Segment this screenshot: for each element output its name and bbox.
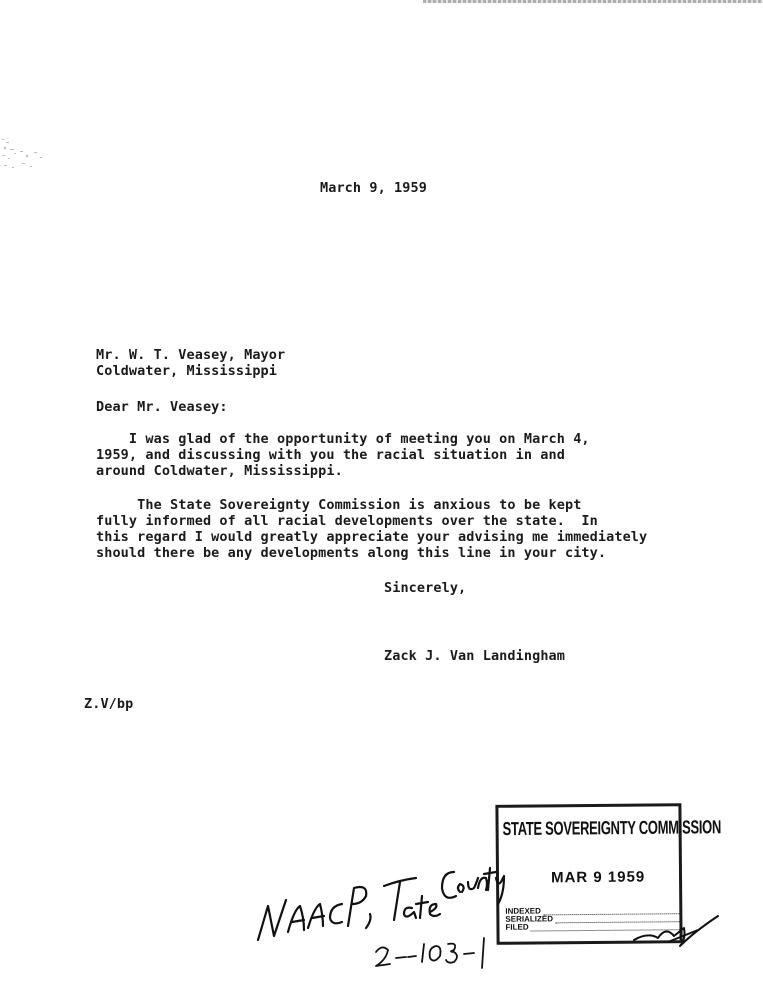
- scan-specks: [0, 125, 60, 185]
- letter-date: March 9, 1959: [320, 180, 427, 196]
- recipient-name: Mr. W. T. Veasey, Mayor: [96, 347, 286, 363]
- recipient-address: [96, 347, 285, 379]
- closing: Sincerely,: [384, 580, 467, 596]
- signer-name: Zack J. Van Landingham: [384, 648, 566, 664]
- scan-edge-artifact: [423, 0, 763, 3]
- paragraph-2: The State Sovereignty Commission is anxious to be kept fully informed of all racial developments over the state. In this regard I would greatly appreciate your advising me immediately should there be any developments along this line in your city.: [96, 497, 648, 561]
- stamp-row-serialized: [505, 914, 681, 924]
- stamp-row-label: FILED: [505, 922, 529, 932]
- stamp-row-line: [531, 923, 682, 931]
- salutation: Dear Mr. Veasey:: [96, 399, 228, 415]
- stamp-row-label: INDEXED: [505, 906, 541, 916]
- stamp-row-line: [543, 907, 681, 915]
- recipient-city: Coldwater, Mississippi: [96, 363, 278, 379]
- typist-initials: Z.V/bp: [84, 696, 134, 712]
- stamp-title: STATE SOVEREIGNTY COMMISSION: [502, 815, 722, 840]
- paragraph-1: I was glad of the opportunity of meeting you on March 4, 1959, and discussing with you the racial situation in and around Coldwater, Mississippi.: [96, 431, 590, 479]
- handwritten-note-file-number: [368, 930, 508, 978]
- stamp-date: MAR 9 1959: [550, 868, 646, 887]
- stamp-rows: [505, 906, 681, 932]
- stamp-row-line: [555, 915, 681, 923]
- stamp-row-label: SERIALIZED: [505, 914, 553, 924]
- handwritten-note-naacp-tate-county: [250, 848, 520, 948]
- received-stamp: [495, 803, 722, 945]
- stamp-row-filed: [505, 922, 681, 932]
